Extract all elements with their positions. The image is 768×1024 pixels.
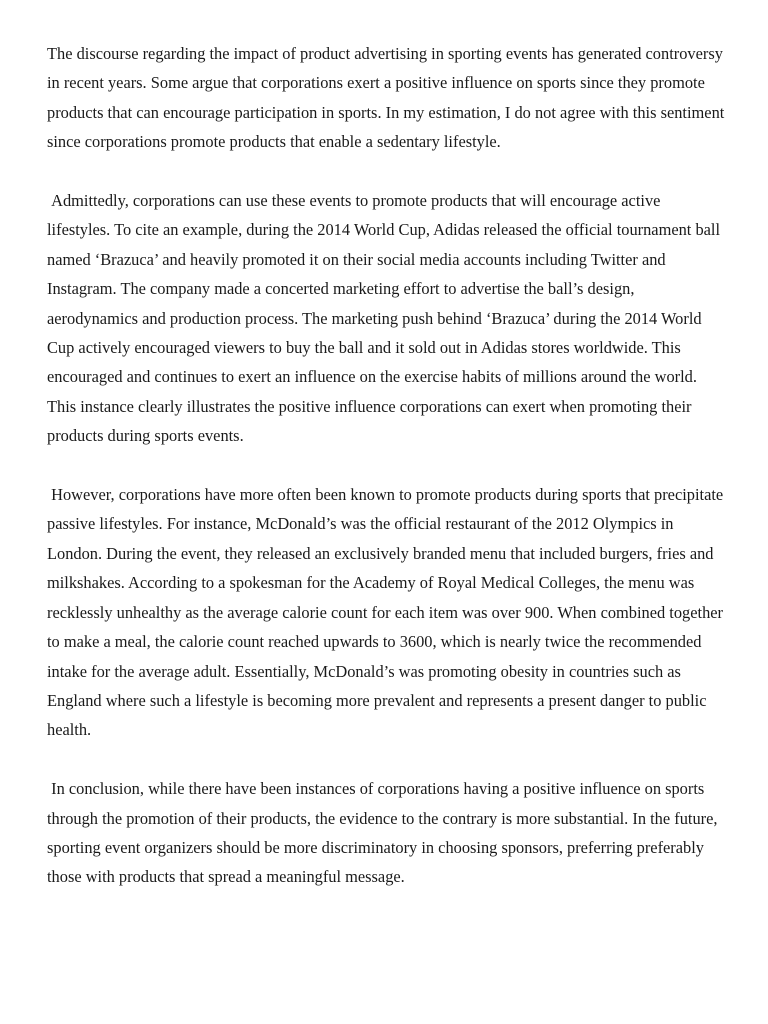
paragraph-introduction: The discourse regarding the impact of product advertising in sporting events has generated controversy in recent years. Some argue that corporations exert a positive influence on sports since they promote products that can encourage participation in sports. In my estimation, I do not agree with this sentiment since corporations promote products that enable a sedentary lifestyle.	[47, 44, 729, 152]
paragraph-counterargument: Admittedly, corporations can use these events to promote products that will encourage active lifestyles. To cite an example, during the 2014 World Cup, Adidas released the official tournament ball named ‘Brazuca’ and heavily promoted it on their social media accounts including Twitter and Instagram. The company made a concerted marketing effort to advertise the ball’s design, aerodynamics and production process. The marketing push behind ‘Brazuca’ during the 2014 World Cup actively encouraged viewers to buy the ball and it sold out in Adidas stores worldwide. This encouraged and continues to exert an influence on the exercise habits of millions around the world. This instance clearly illustrates the positive influence corporations can exert when promoting their products during sports events.	[47, 191, 725, 446]
essay-body	[47, 39, 727, 921]
paragraph-argument: However, corporations have more often been known to promote products during sports that precipitate passive lifestyles. For instance, McDonald’s was the official restaurant of the 2012 Olympics in London. During the event, they released an exclusively branded menu that included burgers, fries and milkshakes. According to a spokesman for the Academy of Royal Medical Colleges, the menu was recklessly unhealthy as the average calorie count for each item was over 900. When combined together to make a meal, the calorie count reached upwards to 3600, which is nearly twice the recommended intake for the average adult. Essentially, McDonald’s was promoting obesity in countries such as England where such a lifestyle is becoming more prevalent and represents a present danger to public health.	[47, 485, 728, 740]
paragraph-conclusion: In conclusion, while there have been instances of corporations having a positive influence on sports through the promotion of their products, the evidence to the contrary is more substantial. In the future, sporting event organizers should be more discriminatory in choosing sponsors, preferring preferably those with products that spread a meaningful message.	[47, 779, 722, 887]
